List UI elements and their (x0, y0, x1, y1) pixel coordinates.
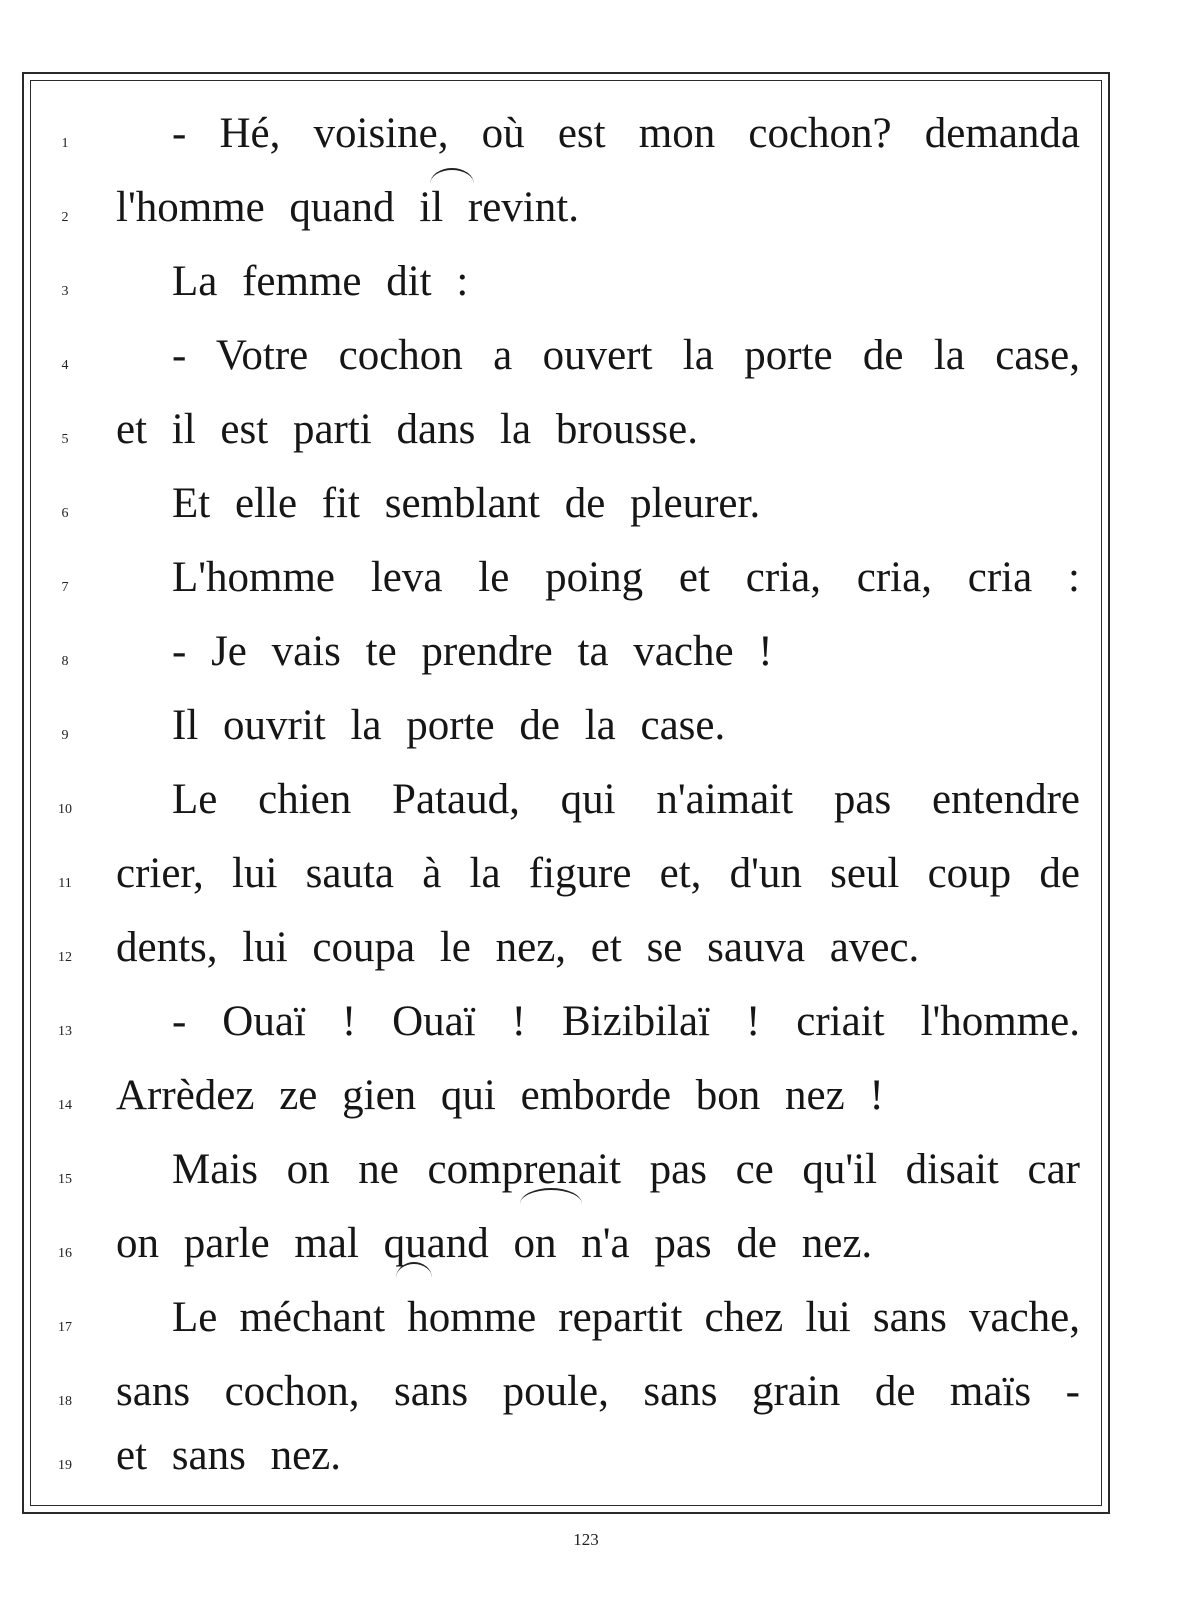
line-number: 7 (61, 580, 69, 595)
line-number: 5 (61, 432, 69, 447)
text-line (0, 1210, 1204, 1284)
line-text: et sans nez. (116, 1432, 342, 1479)
text-line (0, 1358, 1204, 1432)
line-number: 12 (58, 950, 72, 965)
line-text: - Hé, voisine, où est mon cochon? demanda (172, 110, 1080, 157)
line-text: Il ouvrit la porte de la case. (172, 702, 726, 749)
text-line (0, 544, 1204, 618)
line-number: 13 (58, 1024, 72, 1039)
line-text: Le méchant homme repartit chez lui sans vache, (172, 1294, 1080, 1341)
line-text: sans cochon, sans poule, sans grain de maïs - (116, 1368, 1080, 1415)
line-number: 18 (58, 1394, 72, 1409)
text-line (0, 322, 1204, 396)
line-text: La femme dit : (172, 258, 469, 305)
line-number: 9 (61, 728, 69, 743)
line-text: Le chien Pataud, qui n'aimait pas entendre (172, 776, 1080, 823)
text-line (0, 248, 1204, 322)
line-number: 2 (61, 210, 69, 225)
line-number: 4 (61, 358, 69, 373)
line-text: dents, lui coupa le nez, et se sauva avec. (116, 924, 920, 971)
text-line (0, 1422, 1204, 1496)
line-text: Mais on ne comprenait pas ce qu'il disait car (172, 1146, 1080, 1193)
line-number: 3 (61, 284, 69, 299)
line-text: - Ouaï ! Ouaï ! Bizibilaï ! criait l'homme. (172, 998, 1080, 1045)
page-number: 123 (573, 1530, 599, 1549)
line-number: 11 (58, 876, 72, 891)
line-number: 19 (58, 1458, 72, 1473)
line-number: 8 (61, 654, 69, 669)
line-number: 6 (61, 506, 69, 521)
line-text: crier, lui sauta à la figure et, d'un seul coup de (116, 850, 1080, 897)
line-number: 10 (58, 802, 72, 817)
line-number: 14 (58, 1098, 72, 1113)
text-line (0, 692, 1204, 766)
line-text: Arrèdez ze gien qui emborde bon nez ! (116, 1072, 884, 1119)
text-line (0, 1284, 1204, 1358)
text-line (0, 618, 1204, 692)
line-text: l'homme quand il revint. (116, 184, 579, 231)
line-text: L'homme leva le poing et cria, cria, cria : (172, 554, 1080, 601)
line-number: 16 (58, 1246, 72, 1261)
text-line (0, 174, 1204, 248)
line-text: on parle mal quand on n'a pas de nez. (116, 1220, 873, 1267)
text-line (0, 100, 1204, 174)
text-line (0, 396, 1204, 470)
line-number: 17 (58, 1320, 72, 1335)
text-line (0, 1136, 1204, 1210)
text-line (0, 988, 1204, 1062)
text-line (0, 914, 1204, 988)
line-text: Et elle fit semblant de pleurer. (172, 480, 761, 527)
line-text: - Votre cochon a ouvert la porte de la case, (172, 332, 1080, 379)
text-line (0, 840, 1204, 914)
line-text: - Je vais te prendre ta vache ! (172, 628, 773, 675)
text-line (0, 470, 1204, 544)
line-text: et il est parti dans la brousse. (116, 406, 698, 453)
text-line (0, 766, 1204, 840)
text-line (0, 1062, 1204, 1136)
line-number: 15 (58, 1172, 72, 1187)
line-number: 1 (61, 136, 69, 151)
